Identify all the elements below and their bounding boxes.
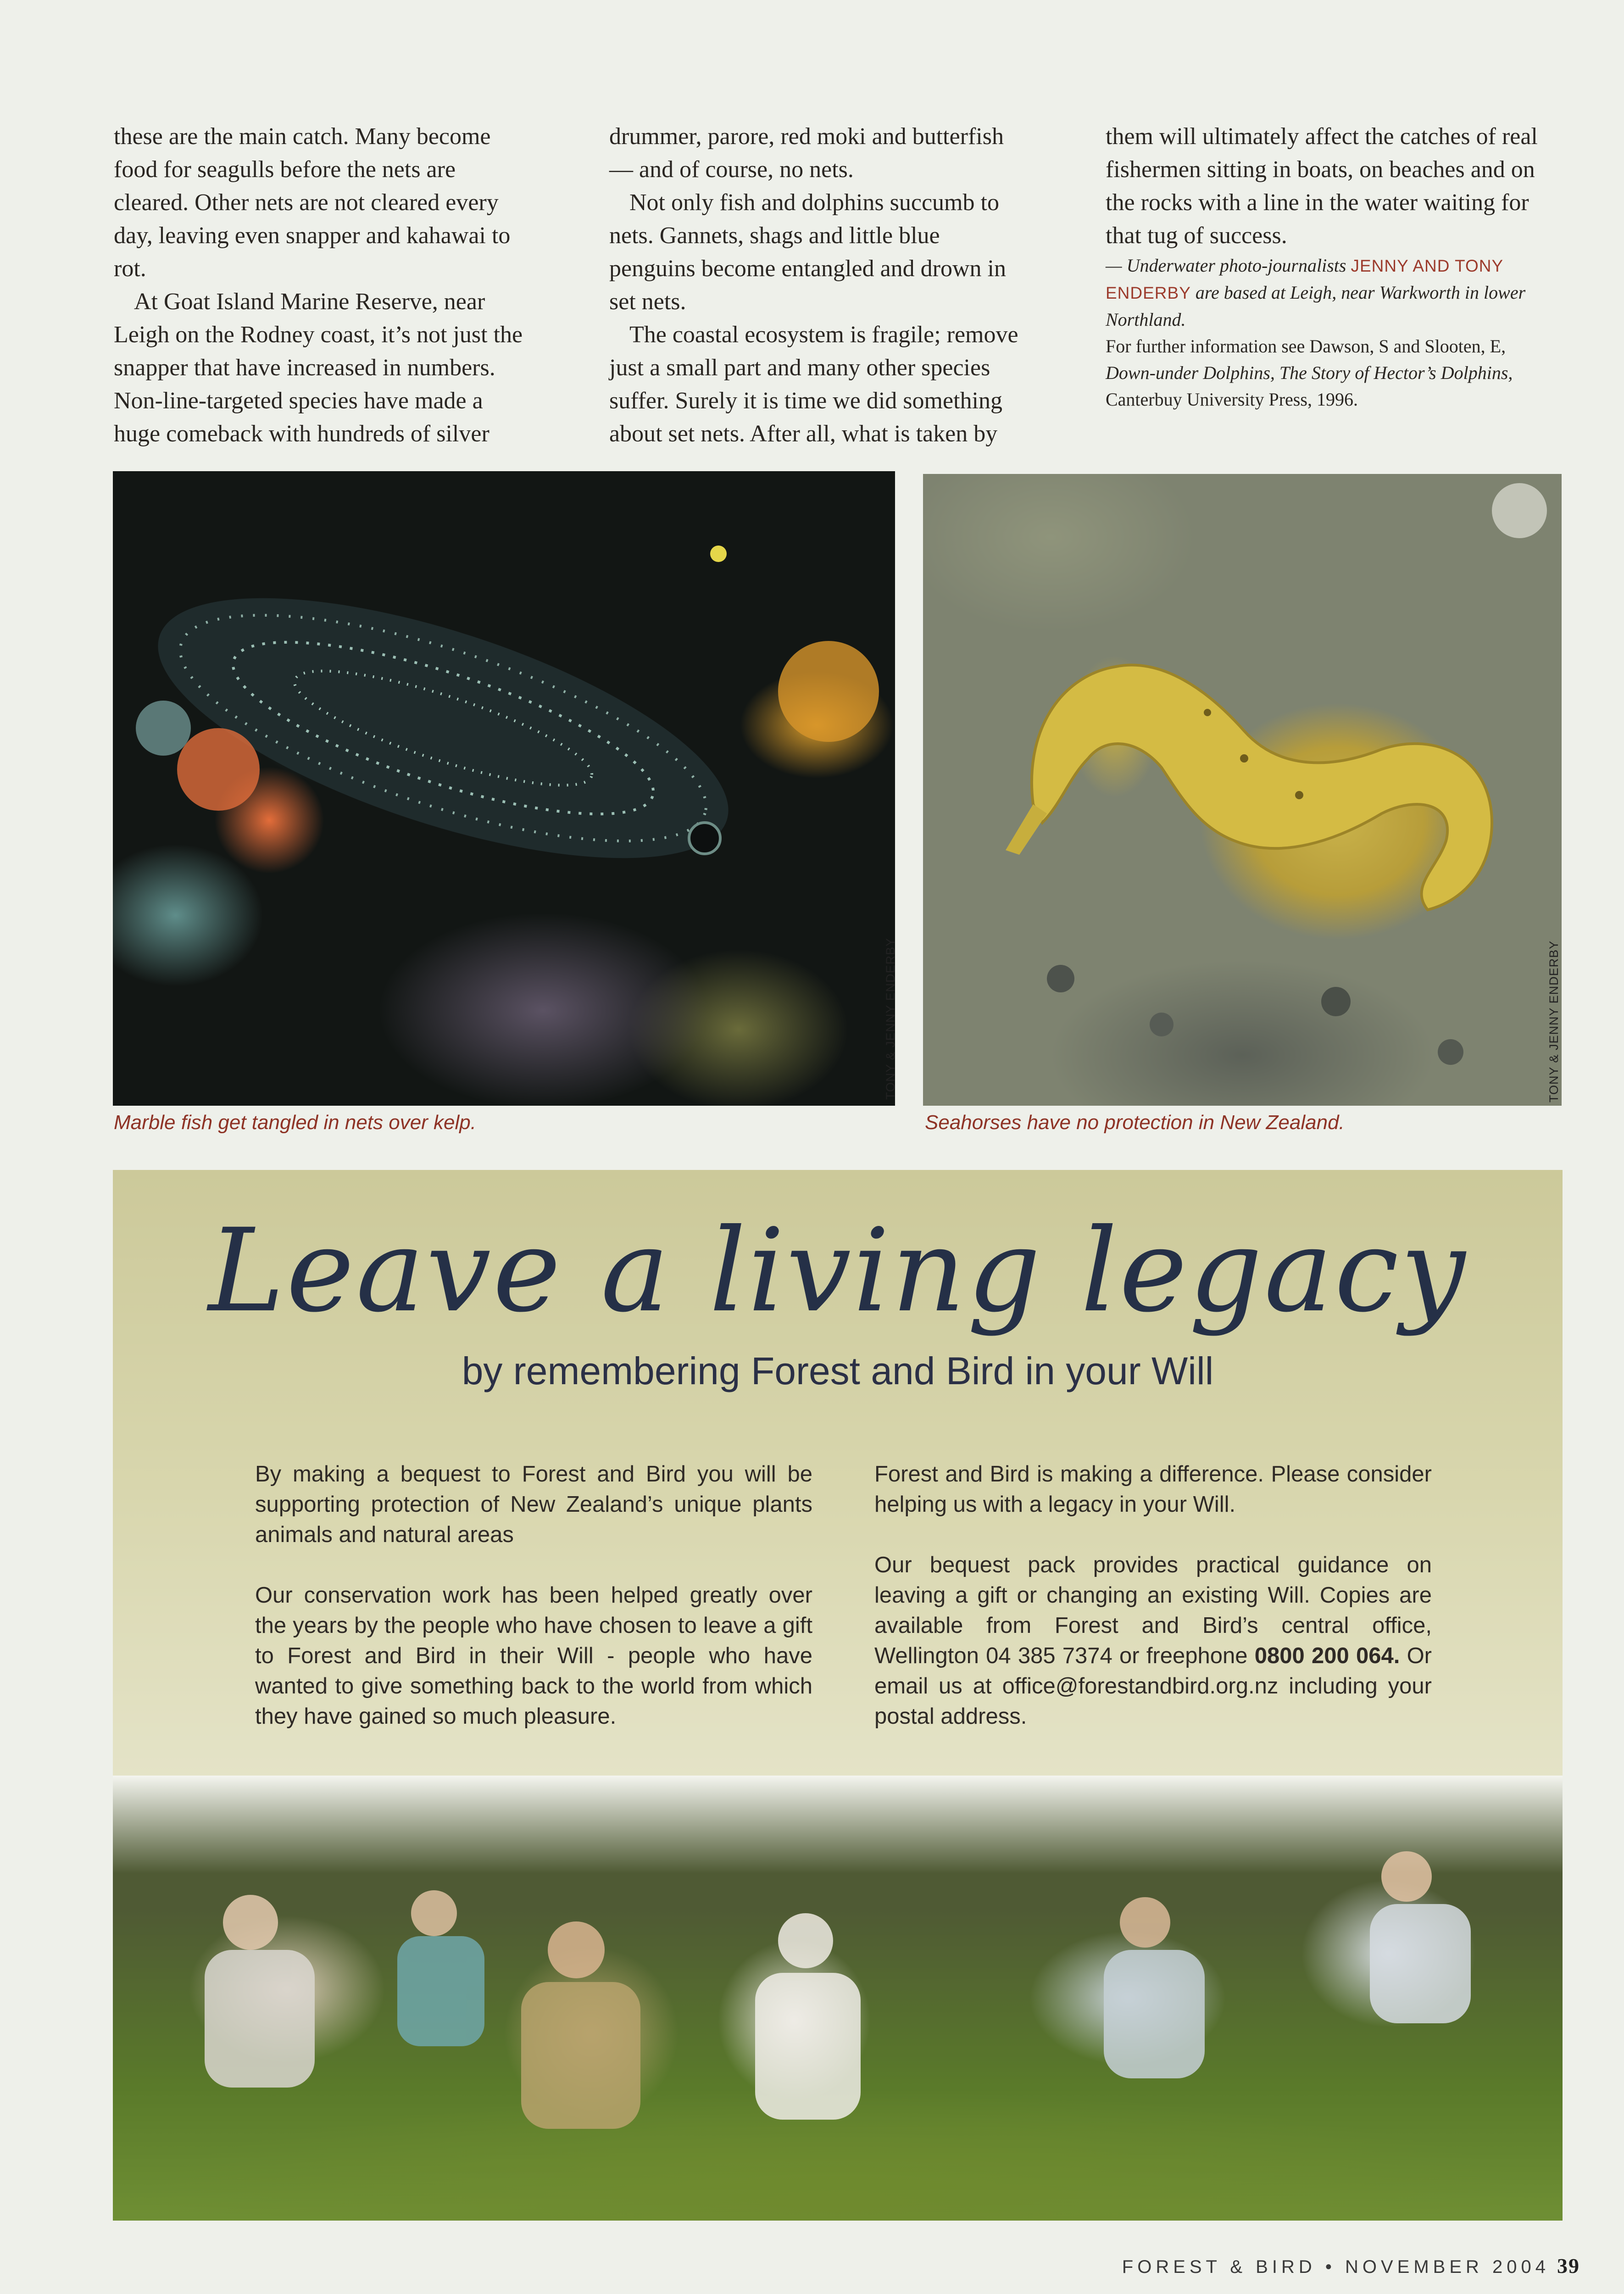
seahorse-caption: Seahorses have no protection in New Zealand. (925, 1111, 1345, 1134)
article-column-1 (114, 120, 529, 451)
marble-fish-illustration (113, 471, 895, 1106)
ad-paragraph: By making a bequest to Forest and Bird you will be supporting protection of New Zealand’s unique plants animals and natural areas (255, 1462, 812, 1547)
seahorse-photo (923, 474, 1562, 1106)
fish-photo-credit: TONY & JENNY ENDERBY (884, 937, 897, 1100)
ad-column-right (874, 1459, 1432, 1762)
further-information (1106, 333, 1560, 413)
ad-contact-paragraph (874, 1550, 1432, 1732)
byline-suffix: are based at Leigh, near Warkworth in lower Northland. (1106, 282, 1526, 330)
article-column-2 (609, 120, 1024, 451)
page-footer (1122, 2254, 1580, 2278)
article-paragraph: drummer, parore, red moki and butterfish — and of course, no nets. (609, 123, 1004, 183)
byline-names: JENNY AND TONY ENDERBY (1106, 256, 1503, 302)
article-paragraph: them will ultimately affect the catches of real fishermen sitting in boats, on beaches and on the rocks with a line in the water waiting for that tug of success. (1106, 123, 1538, 249)
fish-caption: Marble fish get tangled in nets over kelp. (114, 1111, 477, 1134)
byline-prefix: — Underwater photo-journalists (1106, 255, 1346, 276)
ad-title: Leave a living legacy (208, 1204, 1468, 1337)
further-suffix: Canterbuy University Press, 1996. (1106, 389, 1358, 410)
ad-subtitle: by remembering Forest and Bird in your Will (462, 1349, 1214, 1392)
seahorse-photo-credit: TONY & JENNY ENDERBY (1547, 940, 1561, 1102)
article-column-3 (1106, 120, 1560, 413)
article-paragraph: these are the main catch. Many become food for seagulls before the nets are cleared. Other nets are not cleared every day, leaving even snapper and kahawai to rot. (114, 123, 511, 282)
group-photo-illustration (113, 1776, 1563, 2221)
ad-paragraph: Forest and Bird is making a difference. Please consider helping us with a legacy in your Will. (874, 1462, 1432, 1517)
ad-contact-prefix: Our bequest pack provides practical guidance on leaving a gift or changing an existing Will. Copies are available from Forest and Bird’s central office, Wellington 04 385 7374 or freephone (874, 1553, 1432, 1668)
article-paragraph: At Goat Island Marine Reserve, near Leigh on the Rodney coast, it’s not just the snapper that have increased in numbers. Non-line-targeted species have made a huge comeback with hundreds of silver (114, 289, 523, 447)
page-number: 39 (1557, 2254, 1580, 2277)
ad-contact-suffix: Or email us at office@forestandbird.org.nz including your postal address. (874, 1643, 1432, 1729)
further-title: Down-under Dolphins, The Story of Hector’s Dolphins, (1106, 362, 1513, 383)
marble-fish-photo (113, 471, 895, 1106)
seahorse-illustration (923, 474, 1562, 1106)
ad-paragraph: Our conservation work has been helped greatly over the years by the people who have chosen to leave a gift to Forest and Bird in their Will - people who have wanted to give something back to the world from which they have gained so much pleasure. (255, 1583, 812, 1729)
freephone-number: 0800 200 064. (1254, 1643, 1400, 1668)
article-paragraph: The coastal ecosystem is fragile; remove just a small part and many other species suffer. Surely it is time we did something about set nets. After all, what is taken by (609, 322, 1018, 447)
magazine-issue: FOREST & BIRD • NOVEMBER 2004 (1122, 2257, 1550, 2277)
group-outdoors-photo (113, 1776, 1563, 2221)
ad-column-left (255, 1459, 812, 1762)
further-prefix: For further information see Dawson, S and Slooten, E, (1106, 336, 1506, 356)
article-paragraph: Not only fish and dolphins succumb to nets. Gannets, shags and little blue penguins become entangled and drown in set nets. (609, 189, 1006, 315)
author-byline (1106, 252, 1560, 333)
